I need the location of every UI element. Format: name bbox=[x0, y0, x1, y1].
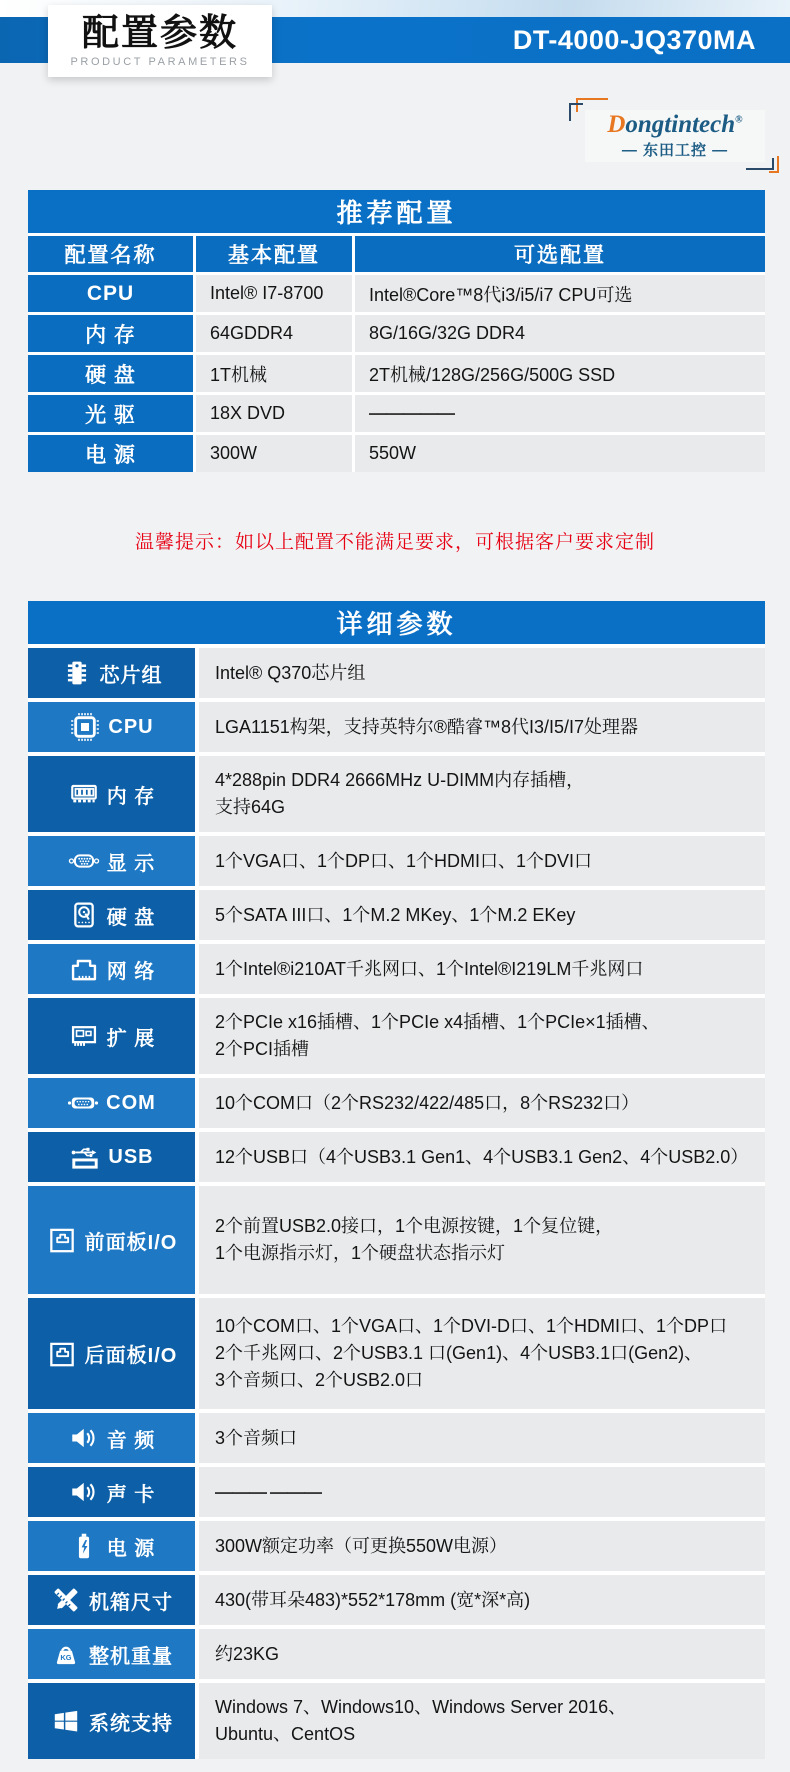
table-row bbox=[28, 1413, 765, 1463]
param-value-line: 2个PCIe x16插槽、1个PCIe x4插槽、1个PCIe×1插槽、 bbox=[215, 1012, 660, 1032]
param-label-cell bbox=[28, 1629, 195, 1679]
param-value-line: Intel® Q370芯片组 bbox=[215, 662, 366, 683]
table-row bbox=[28, 355, 765, 392]
param-label-cell bbox=[28, 1467, 195, 1517]
param-value-line: 12个USB口（4个USB3.1 Gen1、4个USB3.1 Gen2、4个USB2.0） bbox=[215, 1146, 749, 1167]
param-value-line: 10个COM口、1个VGA口、1个DVI-D口、1个HDMI口、1个DP口 bbox=[215, 1316, 728, 1336]
registered-mark: ® bbox=[735, 114, 743, 126]
logo-corner-bracket-orange-br bbox=[769, 156, 779, 173]
param-label: 电 源 bbox=[106, 1537, 156, 1560]
param-value-line: 10个COM口（2个RS232/422/485口，8个RS232口） bbox=[215, 1092, 640, 1113]
dimension-icon bbox=[50, 1584, 82, 1616]
param-label-cell bbox=[28, 1575, 195, 1625]
param-label: 内 存 bbox=[106, 785, 156, 808]
detailed-params-rows bbox=[28, 648, 765, 1759]
param-label: CPU bbox=[108, 715, 154, 738]
table-row bbox=[28, 836, 765, 886]
recommended-config-header-row bbox=[28, 236, 765, 272]
param-label: 芯片组 bbox=[99, 664, 163, 687]
param-value-cell bbox=[199, 1575, 765, 1625]
optional-config-value: 550W bbox=[369, 443, 417, 463]
table-row bbox=[28, 944, 765, 994]
param-value-line: 2个PCI插槽 bbox=[215, 1039, 310, 1059]
param-label-cell bbox=[28, 998, 195, 1074]
column-header-basic: 基本配置 bbox=[196, 236, 352, 272]
logo-corner-bracket-navy-tl bbox=[569, 103, 583, 121]
param-label-cell bbox=[28, 1132, 195, 1182]
harddisk-icon bbox=[68, 899, 100, 931]
param-value-line: 支持64G bbox=[215, 797, 286, 817]
param-value-cell bbox=[199, 998, 765, 1074]
brand-name: Dongtintech® bbox=[607, 111, 743, 138]
table-row bbox=[28, 275, 765, 312]
page-header bbox=[0, 0, 790, 170]
optional-config-cell bbox=[355, 355, 765, 392]
title-box bbox=[48, 5, 272, 77]
detailed-params-title: 详细参数 bbox=[28, 601, 765, 644]
brand-name-chinese: — 东田工控 — bbox=[621, 142, 729, 159]
param-label: 硬 盘 bbox=[106, 906, 156, 929]
table-row bbox=[28, 435, 765, 472]
param-value-line: 300W额定功率（可更换550W电源） bbox=[215, 1535, 508, 1556]
table-row bbox=[28, 1078, 765, 1128]
param-value-cell bbox=[199, 648, 765, 698]
param-label-cell bbox=[28, 1186, 195, 1294]
column-header-optional: 可选配置 bbox=[355, 236, 765, 272]
param-label-cell bbox=[28, 756, 195, 832]
custom-note: 温馨提示：如以上配置不能满足要求，可根据客户要求定制 bbox=[134, 532, 655, 553]
param-value-cell bbox=[199, 702, 765, 752]
param-label-cell bbox=[28, 648, 195, 698]
rear-panel-icon bbox=[46, 1338, 78, 1370]
param-label: 后面板I/O bbox=[84, 1345, 178, 1367]
audio-icon bbox=[68, 1422, 100, 1454]
memory-icon bbox=[68, 778, 100, 810]
table-row bbox=[28, 890, 765, 940]
optional-config-cell bbox=[355, 315, 765, 352]
param-label-cell bbox=[28, 1298, 195, 1409]
param-label-cell bbox=[28, 1521, 195, 1571]
table-row bbox=[28, 648, 765, 698]
table-row bbox=[28, 756, 765, 832]
param-value-cell bbox=[199, 944, 765, 994]
config-name-cell: CPU bbox=[28, 275, 193, 312]
param-value-line: ——— ——— bbox=[215, 1481, 322, 1502]
weight-icon bbox=[50, 1638, 82, 1670]
table-row bbox=[28, 1575, 765, 1625]
recommended-config-title: 推荐配置 bbox=[28, 190, 765, 233]
param-value-line: Ubuntu、CentOS bbox=[215, 1724, 356, 1744]
brand-logo bbox=[585, 110, 765, 162]
param-label-cell bbox=[28, 702, 195, 752]
cpu-icon bbox=[69, 711, 101, 743]
optional-config-value: 8G/16G/32G DDR4 bbox=[369, 323, 526, 343]
display-icon bbox=[68, 845, 100, 877]
power-icon bbox=[68, 1530, 100, 1562]
param-value-line: 430(带耳朵483)*552*178mm (宽*深*高) bbox=[215, 1589, 531, 1610]
table-row bbox=[28, 1467, 765, 1517]
param-value-cell bbox=[199, 1298, 765, 1409]
optional-config-cell bbox=[355, 435, 765, 472]
param-label-cell bbox=[28, 836, 195, 886]
param-label-cell bbox=[28, 944, 195, 994]
param-label: 机箱尺寸 bbox=[89, 1591, 173, 1614]
optional-config-value: Intel®Core™8代i3/i5/i7 CPU可选 bbox=[369, 284, 633, 305]
detailed-params-table bbox=[28, 601, 765, 1759]
param-value-line: 5个SATA III口、1个M.2 MKey、1个M.2 EKey bbox=[215, 904, 576, 925]
recommended-config-table bbox=[28, 190, 765, 472]
table-row bbox=[28, 1683, 765, 1759]
param-value-line: Windows 7、Windows10、Windows Server 2016、 bbox=[215, 1697, 627, 1717]
table-row bbox=[28, 702, 765, 752]
table-row bbox=[28, 1521, 765, 1571]
config-name-cell: 内 存 bbox=[28, 315, 193, 352]
front-panel-icon bbox=[46, 1224, 78, 1256]
param-value-line: 1个Intel®i210AT千兆网口、1个Intel®I219LM千兆网口 bbox=[215, 958, 644, 979]
optional-config-value: 2T机械/128G/256G/500G SSD bbox=[369, 364, 616, 385]
table-row bbox=[28, 1186, 765, 1294]
param-value-cell bbox=[199, 1078, 765, 1128]
param-label-cell bbox=[28, 890, 195, 940]
config-name-cell: 硬 盘 bbox=[28, 355, 193, 392]
param-value-line: 约23KG bbox=[215, 1643, 280, 1664]
optional-config-cell bbox=[355, 395, 765, 432]
param-value-cell bbox=[199, 1683, 765, 1759]
param-label: 声 卡 bbox=[106, 1483, 156, 1506]
config-name-cell: 光 驱 bbox=[28, 395, 193, 432]
param-label-cell bbox=[28, 1078, 195, 1128]
expansion-icon bbox=[68, 1020, 100, 1052]
param-value-cell bbox=[199, 1629, 765, 1679]
param-value-cell bbox=[199, 1186, 765, 1294]
param-label: 系统支持 bbox=[89, 1712, 173, 1735]
param-value-line: 2个千兆网口、2个USB3.1 口(Gen1)、4个USB3.1口(Gen2)、 bbox=[215, 1343, 703, 1363]
optional-config-cell bbox=[355, 275, 765, 312]
config-name-cell: 电 源 bbox=[28, 435, 193, 472]
table-row bbox=[28, 1629, 765, 1679]
chipset-icon bbox=[61, 657, 93, 689]
param-label: 网 络 bbox=[106, 960, 156, 983]
param-value-line: 3个音频口、2个USB2.0口 bbox=[215, 1370, 424, 1390]
page-subtitle: PRODUCT PARAMETERS bbox=[70, 55, 250, 68]
param-label: 整机重量 bbox=[89, 1645, 173, 1668]
param-label: USB bbox=[108, 1145, 154, 1168]
param-label: 前面板I/O bbox=[84, 1231, 178, 1254]
table-row bbox=[28, 315, 765, 352]
param-label-cell bbox=[28, 1683, 195, 1759]
param-value-line: 4*288pin DDR4 2666MHz U-DIMM内存插槽， bbox=[215, 770, 585, 790]
table-row bbox=[28, 395, 765, 432]
param-value-line: 1个电源指示灯，1个硬盘状态指示灯 bbox=[215, 1243, 506, 1263]
param-value-line: 1个VGA口、1个DP口、1个HDMI口、1个DVI口 bbox=[215, 850, 593, 871]
recommended-config-rows bbox=[28, 275, 765, 472]
basic-config-cell: 1T机械 bbox=[196, 355, 352, 392]
basic-config-cell: 300W bbox=[196, 435, 352, 472]
soundcard-icon bbox=[68, 1476, 100, 1508]
usb-icon bbox=[69, 1141, 101, 1173]
param-label: COM bbox=[106, 1091, 156, 1114]
param-value-line: LGA1151构架，支持英特尔®酷睿™8代I3/I5/I7处理器 bbox=[215, 716, 639, 737]
table-row bbox=[28, 1298, 765, 1409]
basic-config-cell: 18X DVD bbox=[196, 395, 352, 432]
com-icon bbox=[67, 1087, 99, 1119]
basic-config-cell: 64GDDR4 bbox=[196, 315, 352, 352]
os-icon bbox=[50, 1705, 82, 1737]
basic-config-cell: Intel® I7-8700 bbox=[196, 275, 352, 312]
param-value-line: 3个音频口 bbox=[215, 1427, 298, 1448]
param-label: 扩 展 bbox=[106, 1027, 156, 1050]
param-label-cell bbox=[28, 1413, 195, 1463]
param-value-cell bbox=[199, 1413, 765, 1463]
table-row bbox=[28, 1132, 765, 1182]
column-header-name: 配置名称 bbox=[28, 236, 193, 272]
network-icon bbox=[68, 953, 100, 985]
model-number: DT-4000-JQ370MA bbox=[512, 24, 756, 55]
param-value-cell bbox=[199, 756, 765, 832]
optional-config-value: ————— bbox=[369, 403, 454, 423]
table-row bbox=[28, 998, 765, 1074]
param-label: 显 示 bbox=[106, 852, 156, 875]
param-value-cell bbox=[199, 836, 765, 886]
page-title: 配置参数 bbox=[82, 12, 238, 54]
svg-text:KG: KG bbox=[60, 1653, 72, 1663]
param-value-cell bbox=[199, 890, 765, 940]
param-value-line: 2个前置USB2.0接口，1个电源按键，1个复位键， bbox=[215, 1216, 614, 1236]
param-value-cell bbox=[199, 1132, 765, 1182]
param-value-cell bbox=[199, 1521, 765, 1571]
param-value-cell bbox=[199, 1467, 765, 1517]
param-label: 音 频 bbox=[106, 1429, 156, 1452]
